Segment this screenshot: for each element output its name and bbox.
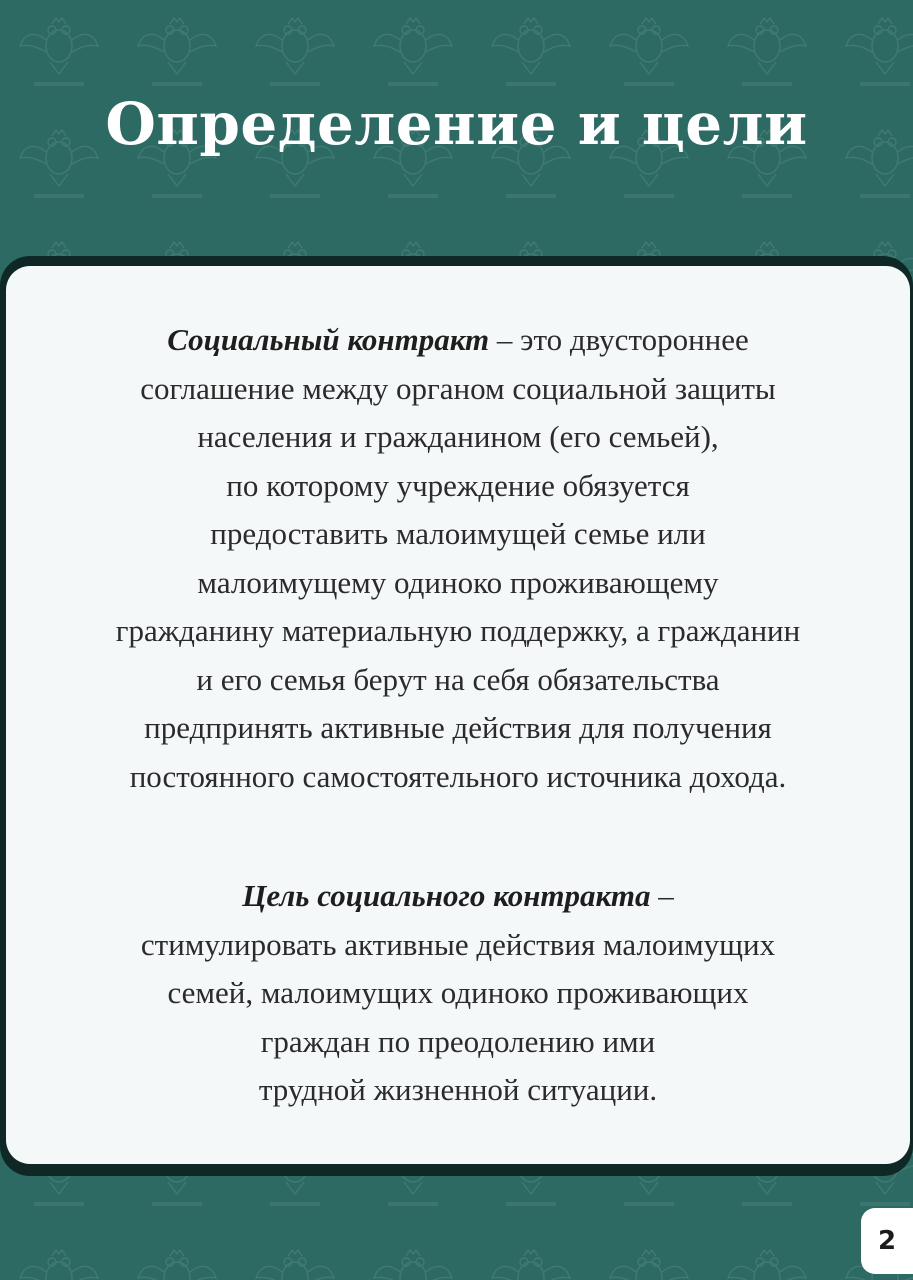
goal-line: семей, малоимущих одиноко проживающих bbox=[167, 975, 749, 1010]
definition-line: соглашение между органом социальной защиты bbox=[140, 370, 776, 406]
definition-term: Социальный контракт bbox=[167, 322, 490, 357]
definition-line: предоставить малоимущей семье или bbox=[210, 516, 706, 551]
definition-line: гражданину материальную поддержку, а гражданин bbox=[115, 613, 801, 648]
content-card bbox=[6, 266, 910, 1164]
goal-first-line-rest: – bbox=[650, 878, 674, 913]
goal-paragraph bbox=[26, 872, 890, 1115]
goal-line: трудной жизненной ситуации. bbox=[258, 1072, 658, 1107]
definition-line: населения и гражданином (его семьей), bbox=[197, 419, 719, 454]
definition-line: постоянного самостоятельного источника дохода. bbox=[129, 758, 787, 794]
page-title: Определение и цели bbox=[105, 90, 808, 158]
goal-first-line bbox=[26, 872, 890, 921]
definition-line: по которому учреждение обязуется bbox=[226, 467, 690, 503]
definition-first-line bbox=[26, 316, 890, 365]
definition-line: малоимущему одиноко проживающему bbox=[197, 564, 719, 600]
definition-line: предпринять активные действия для получения bbox=[144, 710, 772, 745]
definition-line: и его семья берут на себя обязательства bbox=[196, 661, 720, 697]
goal-line: стимулировать активные действия малоимущих bbox=[140, 926, 776, 962]
definition-first-line-rest: – это двустороннее bbox=[489, 322, 749, 357]
page-number-badge: 2 bbox=[861, 1208, 913, 1274]
goal-term: Цель социального контракта bbox=[242, 878, 651, 913]
goal-line: граждан по преодолению ими bbox=[260, 1023, 656, 1059]
definition-paragraph bbox=[26, 316, 890, 801]
